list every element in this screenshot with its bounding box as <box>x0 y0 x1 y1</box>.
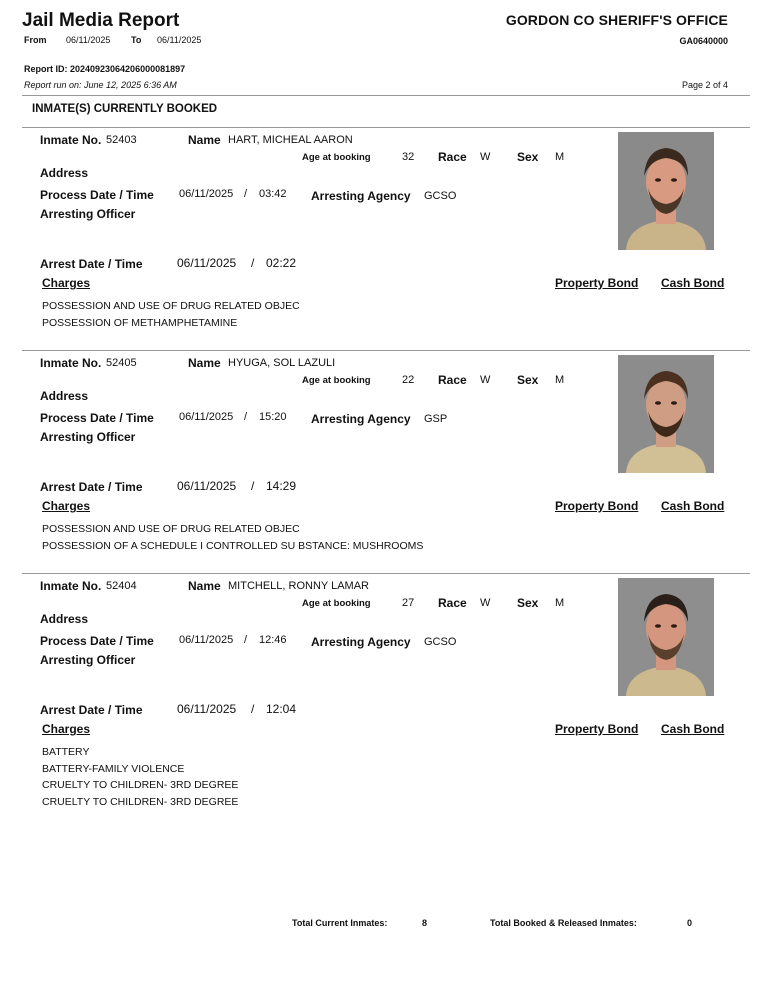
from-date: 06/11/2025 <box>66 35 111 45</box>
arresting-officer-label: Arresting Officer <box>40 207 136 221</box>
arrest-date: 06/11/2025 <box>177 479 237 493</box>
charges-list <box>42 298 300 331</box>
race-value: W <box>480 597 491 609</box>
from-label: From <box>24 35 47 45</box>
arresting-agency-label: Arresting Agency <box>311 635 411 649</box>
mugshot-photo <box>618 132 714 250</box>
inmate-no-value: 52405 <box>106 357 137 369</box>
header-divider <box>22 95 750 96</box>
race-label: Race <box>438 596 467 610</box>
arrest-label: Arrest Date / Time <box>40 257 143 271</box>
report-title: Jail Media Report <box>22 10 180 31</box>
name-label: Name <box>188 356 221 370</box>
charge-item: BATTERY <box>42 746 90 758</box>
inmate-no-label: Inmate No. <box>40 133 102 147</box>
arrest-label: Arrest Date / Time <box>40 480 143 494</box>
arresting-agency-value: GCSO <box>424 190 457 202</box>
arresting-agency-label: Arresting Agency <box>311 189 411 203</box>
age-label: Age at booking <box>302 598 371 609</box>
age-label: Age at booking <box>302 152 371 163</box>
arrest-separator: / <box>251 479 255 493</box>
inmate-no-label: Inmate No. <box>40 579 102 593</box>
address-label: Address <box>40 612 89 626</box>
arrest-date: 06/11/2025 <box>177 256 237 270</box>
process-date: 06/11/2025 <box>179 634 234 646</box>
total-current-value: 8 <box>422 918 428 928</box>
arresting-agency-value: GSP <box>424 413 448 425</box>
race-value: W <box>480 374 491 386</box>
process-separator: / <box>244 634 248 646</box>
sex-value: M <box>555 151 565 163</box>
race-value: W <box>480 151 491 163</box>
arresting-officer-label: Arresting Officer <box>40 430 136 444</box>
inmate-record <box>0 128 773 350</box>
arrest-date: 06/11/2025 <box>177 702 237 716</box>
section-title: INMATE(S) CURRENTLY BOOKED <box>32 103 218 115</box>
to-date: 06/11/2025 <box>157 35 202 45</box>
arrest-label: Arrest Date / Time <box>40 703 143 717</box>
charge-item: CRUELTY TO CHILDREN- 3RD DEGREE <box>42 795 239 808</box>
cash-bond-label: Cash Bond <box>661 499 725 513</box>
process-date: 06/11/2025 <box>179 188 234 200</box>
inmate-no-label: Inmate No. <box>40 356 102 370</box>
process-time: 15:20 <box>259 411 287 423</box>
address-label: Address <box>40 389 89 403</box>
charge-item: POSSESSION AND USE OF DRUG RELATED OBJEC <box>42 523 300 535</box>
age-value: 27 <box>402 597 415 609</box>
process-label: Process Date / Time <box>40 188 154 202</box>
process-label: Process Date / Time <box>40 411 154 425</box>
inmate-no-value: 52404 <box>106 580 137 592</box>
process-time: 03:42 <box>259 188 287 200</box>
sex-value: M <box>555 374 565 386</box>
arresting-agency-label: Arresting Agency <box>311 412 411 426</box>
name-label: Name <box>188 579 221 593</box>
process-label: Process Date / Time <box>40 634 154 648</box>
inmate-record <box>0 351 773 573</box>
report-id: Report ID: 20240923064206000081897 <box>24 64 186 74</box>
inmate-record <box>0 574 773 808</box>
inmate-name: MITCHELL, RONNY LAMAR <box>228 580 369 592</box>
process-date: 06/11/2025 <box>179 411 234 423</box>
charges-label: Charges <box>42 722 91 736</box>
arresting-officer-label: Arresting Officer <box>40 653 136 667</box>
charge-item: CRUELTY TO CHILDREN- 3RD DEGREE <box>42 779 239 791</box>
charge-item: POSSESSION AND USE OF DRUG RELATED OBJEC <box>42 300 300 312</box>
process-time: 12:46 <box>259 634 287 646</box>
charge-item: POSSESSION OF METHAMPHETAMINE <box>42 316 238 329</box>
charges-list <box>42 521 423 554</box>
arrest-time: 14:29 <box>266 479 297 493</box>
agency-code: GA0640000 <box>679 36 728 46</box>
sex-label: Sex <box>517 373 539 387</box>
page-number: Page 2 of 4 <box>681 80 728 90</box>
race-label: Race <box>438 373 467 387</box>
race-label: Race <box>438 150 467 164</box>
report-run-on: Report run on: June 12, 2025 6:36 AM <box>24 80 177 90</box>
inmate-name: HYUGA, SOL LAZULI <box>228 357 336 369</box>
property-bond-label: Property Bond <box>555 276 639 290</box>
to-label: To <box>131 35 142 45</box>
process-separator: / <box>244 188 248 200</box>
cash-bond-label: Cash Bond <box>661 722 725 736</box>
age-value: 22 <box>402 374 415 386</box>
charge-item: BATTERY-FAMILY VIOLENCE <box>42 762 185 775</box>
arrest-separator: / <box>251 702 255 716</box>
agency-name: GORDON CO SHERIFF'S OFFICE <box>505 12 728 28</box>
age-value: 32 <box>402 151 415 163</box>
arrest-separator: / <box>251 256 255 270</box>
inmate-no-value: 52403 <box>106 134 137 146</box>
charge-item: POSSESSION OF A SCHEDULE I CONTROLLED SU BSTANCE: MUSHROOMS <box>42 539 424 552</box>
charges-label: Charges <box>42 276 91 290</box>
arresting-agency-value: GCSO <box>424 636 457 648</box>
property-bond-label: Property Bond <box>555 499 639 513</box>
sex-label: Sex <box>517 150 539 164</box>
address-label: Address <box>40 166 89 180</box>
property-bond-label: Property Bond <box>555 722 639 736</box>
arrest-time: 02:22 <box>266 256 297 270</box>
cash-bond-label: Cash Bond <box>661 276 725 290</box>
total-released-label: Total Booked & Released Inmates: <box>490 918 637 928</box>
charges-list <box>42 744 238 810</box>
total-current-label: Total Current Inmates: <box>292 918 388 928</box>
mugshot-photo <box>618 578 714 696</box>
process-separator: / <box>244 411 248 423</box>
charges-label: Charges <box>42 499 91 513</box>
mugshot-photo <box>618 355 714 473</box>
inmate-name: HART, MICHEAL AARON <box>228 134 353 146</box>
sex-value: M <box>555 597 565 609</box>
total-released-value: 0 <box>687 918 693 928</box>
age-label: Age at booking <box>302 375 371 386</box>
name-label: Name <box>188 133 221 147</box>
arrest-time: 12:04 <box>266 702 297 716</box>
sex-label: Sex <box>517 596 539 610</box>
